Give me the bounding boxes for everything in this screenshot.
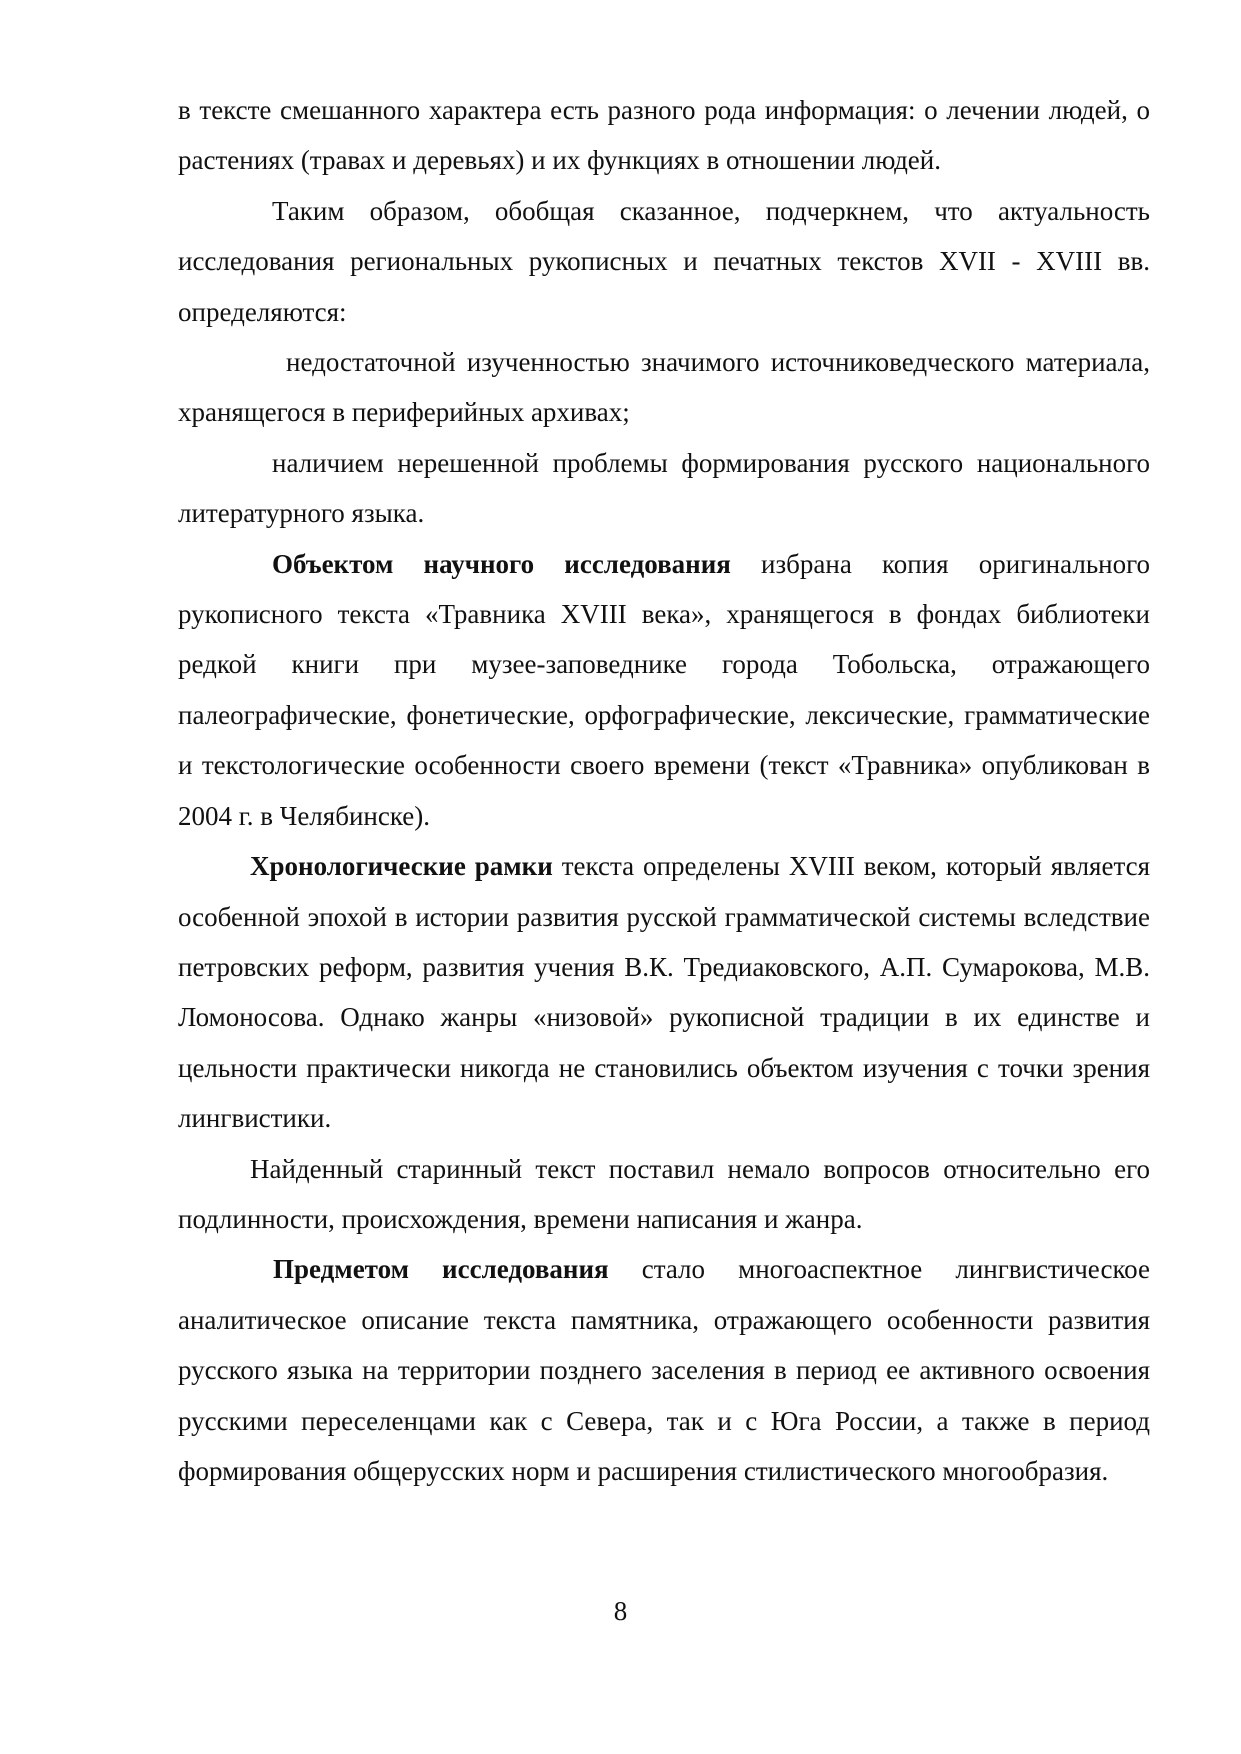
paragraph-found-text: Найденный старинный текст поставил немало вопросов относительно его подлинности, происхождения, времени написания и жанра. bbox=[178, 1153, 1150, 1234]
research-subject-text: стало многоаспектное лингвистическое аналитическое описание текста памятника, отражающего особенности развития русского языка на территории позднего заселения в период ее активного освоения русскими переселенцами как с Севера, так и с Юга России, а также в период формирования общерусских норм и расширения стилистического многообразия. bbox=[178, 1254, 1150, 1486]
paragraph-mixed-text-info: в тексте смешанного характера есть разного рода информация: о лечении людей, о растениях (травах и деревьях) и их функциях в отношении людей. bbox=[178, 95, 1150, 176]
chronological-scope-term: Хронологические рамки bbox=[250, 851, 553, 882]
paragraph-relevance-summary: Таким образом, обобщая сказанное, подчеркнем, что актуальность исследования региональных рукописных и печатных текстов XVII - XVIII вв. определяются: bbox=[178, 195, 1150, 327]
document-body bbox=[178, 85, 1150, 1496]
paragraph-chronological-scope bbox=[178, 841, 1150, 1143]
paragraph-research-subject bbox=[178, 1244, 1150, 1496]
research-object-text: избрана копия оригинального рукописного текста «Травника XVIII века», хранящегося в фондах библиотеки редкой книги при музее-заповеднике города Тобольска, отражающего палеографические, фонетические, орфографические, лексические, грамматические и текстологические особенности своего времени (текст «Травника» опубликован в 2004 г. в Челябинске). bbox=[178, 548, 1150, 831]
research-object-term: Объектом научного исследования bbox=[272, 548, 731, 579]
page-number: 8 bbox=[613, 1596, 628, 1626]
paragraph-relevance-point-2: наличием нерешенной проблемы формирования русского национального литературного языка. bbox=[178, 447, 1150, 529]
paragraph-relevance-point-1: недостаточной изученностью значимого источниковедческого материала, хранящегося в периферийных архивах; bbox=[178, 347, 1150, 428]
chronological-scope-text: текста определены XVIII веком, который является особенной эпохой в истории развития русской грамматической системы вследствие петровских реформ, развития учения В.К. Тредиаковского, А.П. Сумарокова, М.В. Ломоносова. Однако жанры «низовой» рукописной традиции в их единстве и цельности практически никогда не становились объектом изучения с точки зрения лингвистики. bbox=[178, 851, 1150, 1134]
paragraph-research-object bbox=[178, 539, 1150, 841]
research-subject-term: Предметом исследования bbox=[273, 1254, 609, 1285]
